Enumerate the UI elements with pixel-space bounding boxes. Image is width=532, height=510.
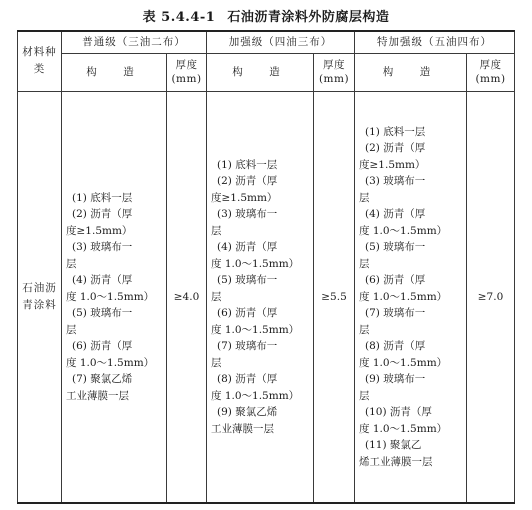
construction-step: 层 [66, 257, 77, 270]
construction-step: 层 [359, 257, 370, 270]
steps-list [211, 157, 307, 438]
construction-step: (3) 玻璃布一 [365, 175, 426, 187]
grade-header-row [18, 31, 515, 53]
construction-step: (5) 玻璃布一 [72, 307, 133, 319]
construction-step: 度 1.0～1.5mm） [211, 323, 300, 336]
material-type-cell: 石油沥青涂料 [18, 91, 62, 503]
thickness-value-extra: ≥7.0 [467, 91, 515, 503]
construction-step: 层 [211, 290, 222, 303]
construction-step: (11) 聚氯乙 [365, 439, 422, 451]
column-header-row [18, 53, 515, 91]
construction-step: (4) 沥青（厚 [365, 208, 426, 220]
construction-step: 度 1.0～1.5mm） [359, 356, 448, 369]
construction-step: (1) 底料一层 [217, 158, 278, 171]
construction-step: (6) 沥青（厚 [365, 274, 426, 286]
construction-step: 层 [359, 389, 370, 402]
construction-step: 度 1.0～1.5mm） [359, 422, 448, 435]
table-title: 石油沥青涂料外防腐层构造 [227, 10, 390, 25]
construction-step: 度 1.0～1.5mm） [211, 389, 300, 402]
construction-step: (8) 沥青（厚 [365, 340, 426, 352]
construction-step: (7) 玻璃布一 [217, 340, 278, 352]
construction-steps-extra [355, 91, 467, 503]
construction-step: (7) 玻璃布一 [365, 307, 426, 319]
construction-step: 层 [66, 323, 77, 336]
steps-list [359, 124, 460, 471]
construction-step: (5) 玻璃布一 [217, 274, 278, 286]
grade-reinforced-header: 加强级（四油三布） [207, 31, 355, 53]
construction-step: (9) 玻璃布一 [365, 373, 426, 385]
material-type-header: 材料种类 [18, 31, 62, 91]
construction-step: (10) 沥青（厚 [365, 406, 432, 418]
construction-step: 度 1.0～1.5mm） [359, 224, 448, 237]
construction-step: (6) 沥青（厚 [72, 340, 133, 352]
construction-header-reinforced: 构 造 [207, 53, 314, 91]
thickness-header-reinforced: 厚度(mm) [314, 53, 355, 91]
coating-structure-table [17, 30, 515, 504]
construction-step: (4) 沥青（厚 [217, 241, 278, 253]
table-number: 表 5.4.4-1 [142, 10, 216, 25]
construction-step: (9) 聚氯乙烯 [217, 406, 278, 418]
construction-step: (7) 聚氯乙烯 [72, 373, 133, 385]
thickness-header-extra: 厚度(mm) [467, 53, 515, 91]
construction-step: (2) 沥青（厚 [365, 142, 426, 154]
construction-step: 工业薄膜一层 [66, 389, 129, 402]
construction-step: (4) 沥青（厚 [72, 274, 133, 286]
construction-steps-normal [62, 91, 167, 503]
construction-step: (3) 玻璃布一 [72, 241, 133, 253]
table-caption [0, 6, 532, 25]
steps-list [66, 190, 160, 405]
construction-step: 工业薄膜一层 [211, 422, 274, 435]
coating-data-row [18, 91, 515, 503]
construction-step: 层 [211, 224, 222, 237]
construction-step: 度 1.0～1.5mm） [66, 356, 155, 369]
construction-step: (3) 玻璃布一 [217, 208, 278, 220]
construction-step: (6) 沥青（厚 [217, 307, 278, 319]
construction-step: 度≥1.5mm） [359, 158, 426, 171]
construction-step: (2) 沥青（厚 [72, 208, 133, 220]
construction-header-extra: 构 造 [355, 53, 467, 91]
construction-step: 度≥1.5mm） [211, 191, 278, 204]
construction-step: 层 [359, 191, 370, 204]
construction-step: (8) 沥青（厚 [217, 373, 278, 385]
construction-steps-reinforced [207, 91, 314, 503]
grade-normal-header: 普通级（三油二布） [62, 31, 207, 53]
construction-step: 度≥1.5mm） [66, 224, 133, 237]
construction-step: 层 [359, 323, 370, 336]
thickness-value-normal: ≥4.0 [167, 91, 207, 503]
construction-step: 度 1.0～1.5mm） [66, 290, 155, 303]
construction-step: (1) 底料一层 [72, 191, 133, 204]
construction-step: 度 1.0～1.5mm） [359, 290, 448, 303]
construction-step: 度 1.0～1.5mm） [211, 257, 300, 270]
construction-step: (2) 沥青（厚 [217, 175, 278, 187]
construction-header-normal: 构 造 [62, 53, 167, 91]
thickness-value-reinforced: ≥5.5 [314, 91, 355, 503]
construction-step: 层 [211, 356, 222, 369]
thickness-header-normal: 厚度(mm) [167, 53, 207, 91]
construction-step: (5) 玻璃布一 [365, 241, 426, 253]
construction-step: (1) 底料一层 [365, 125, 426, 138]
construction-step: 烯工业薄膜一层 [359, 455, 433, 468]
grade-extra-reinforced-header: 特加强级（五油四布） [355, 31, 515, 53]
